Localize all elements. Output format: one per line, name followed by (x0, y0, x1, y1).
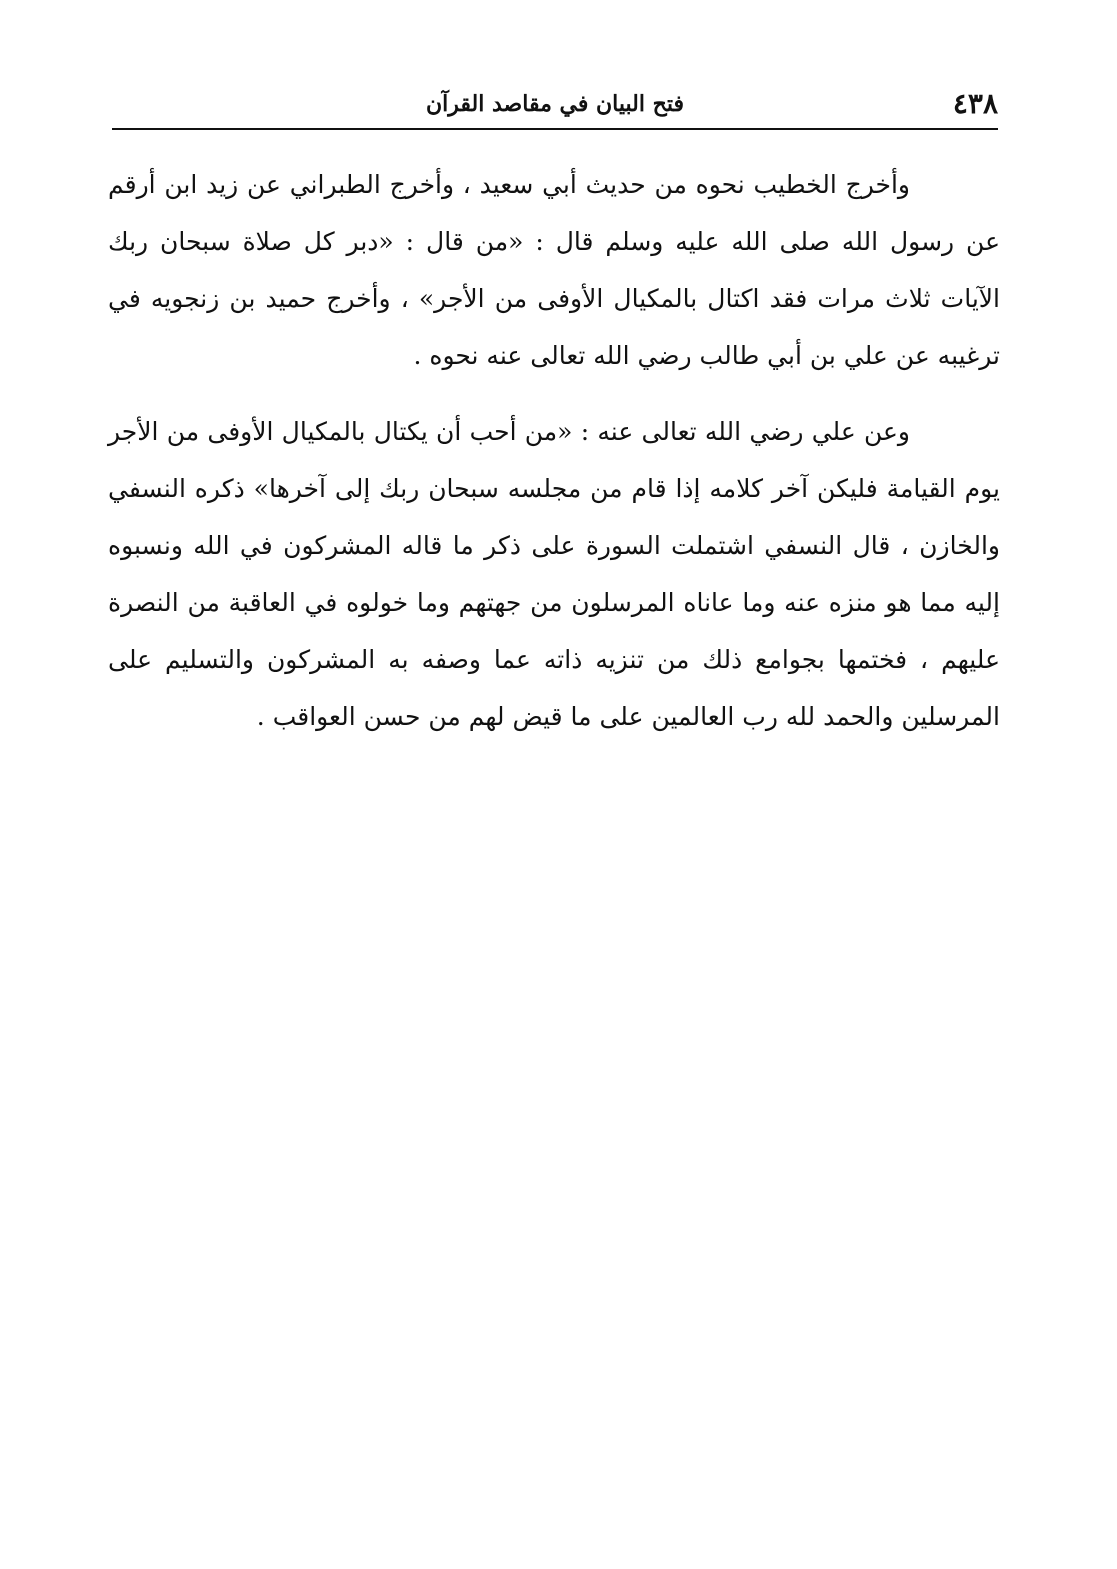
body-text (108, 156, 1000, 745)
paragraph-2: وعن علي رضي الله تعالى عنه : «من أحب أن يكتال بالمكيال الأوفى من الأجر يوم القيامة فليكن آخر كلامه إذا قام من مجلسه سبحان ربك إلى آخرها» ذكره النسفي والخازن ، قال النسفي اشتملت السورة على ذكر ما قاله المشركون في الله ونسبوه إليه مما هو منزه عنه وما عاناه المرسلون من جهتهم وما خولوه في العاقبة من النصرة عليهم ، فختمها بجوامع ذلك من تنزيه ذاته عما وصفه به المشركون والتسليم على المرسلين والحمد لله رب العالمين على ما قيض لهم من حسن العواقب . (108, 417, 1001, 731)
page-header (112, 84, 998, 130)
paragraph-1: وأخرج الخطيب نحوه من حديث أبي سعيد ، وأخرج الطبراني عن زيد ابن أرقم عن رسول الله صلى الله عليه وسلم قال : «من قال : «دبر كل صلاة سبحان ربك الآيات ثلاث مرات فقد اكتال بالمكيال الأوفى من الأجر» ، وأخرج حميد بن زنجويه في ترغيبه عن علي بن أبي طالب رضي الله تعالى عنه نحوه . (108, 170, 1000, 370)
running-title: فتح البيان في مقاصد القرآن (426, 91, 684, 117)
header-divider (112, 128, 998, 130)
page-number: ٤٣٨ (952, 87, 998, 120)
